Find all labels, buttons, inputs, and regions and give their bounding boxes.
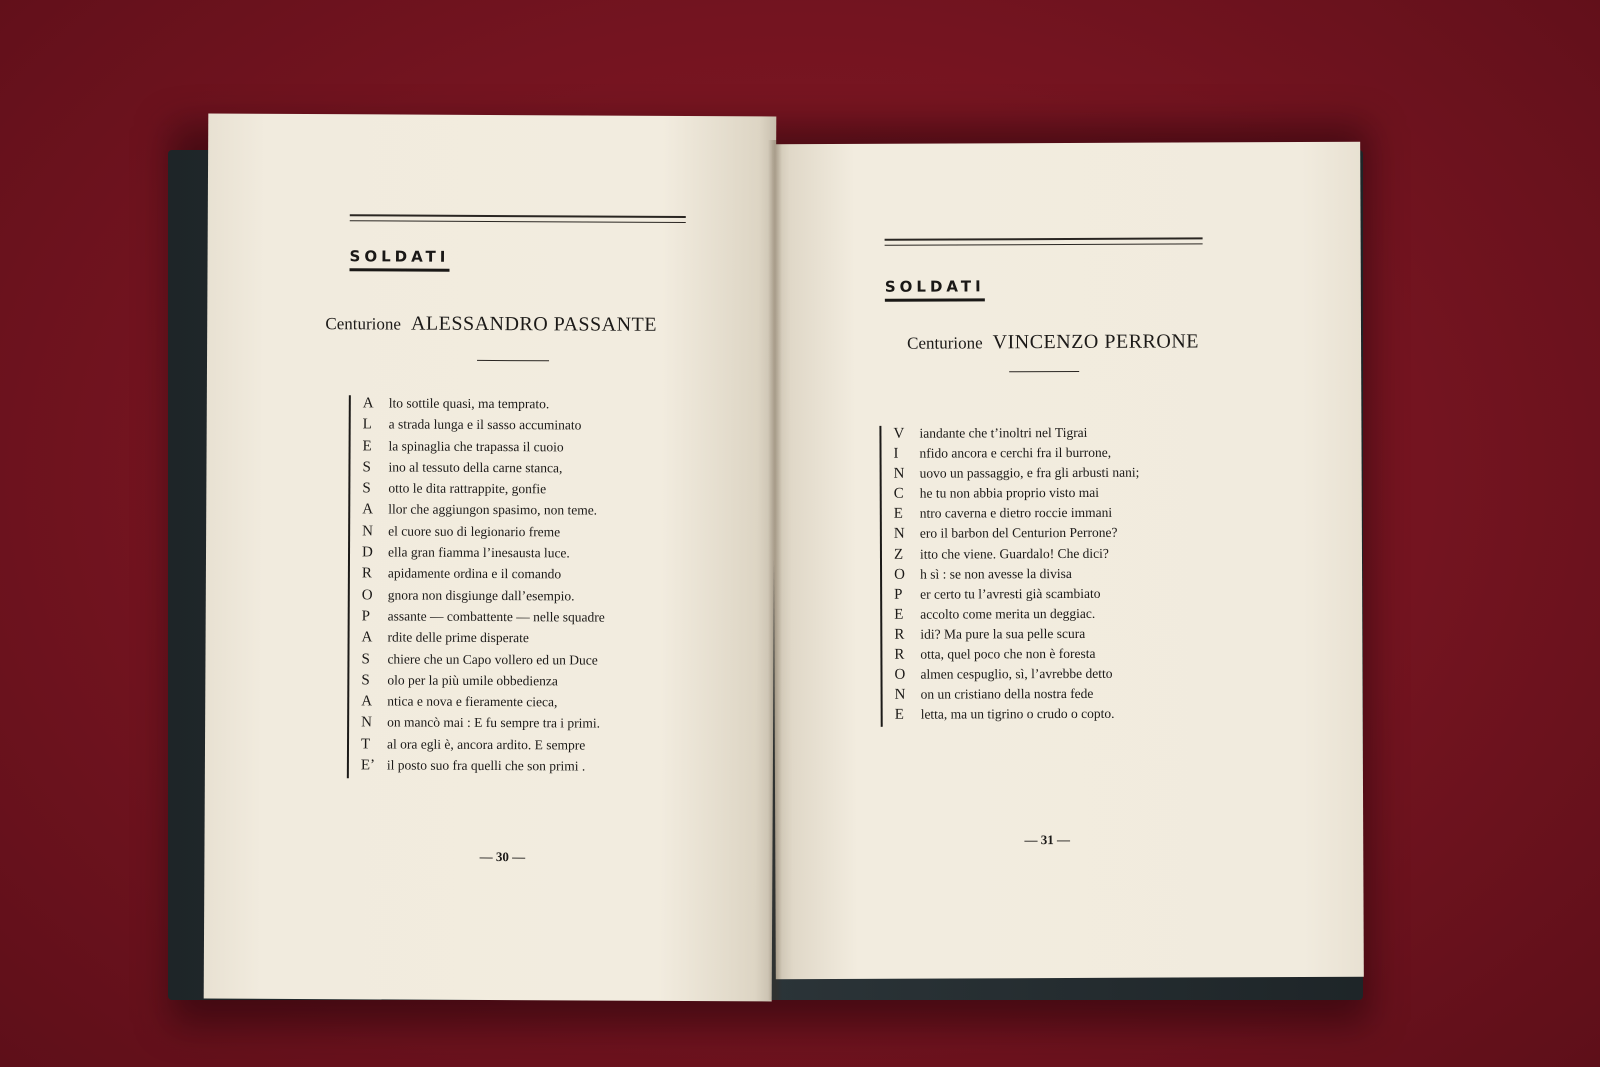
acrostic-letter: P (894, 586, 903, 603)
poem-line (362, 502, 605, 525)
poem-line (363, 438, 606, 461)
heading-divider (477, 360, 549, 361)
poem-line-text: ero il barbon del Centurion Perrone? (919, 525, 1118, 542)
poem-line (894, 545, 1140, 566)
acrostic-letter: N (893, 465, 905, 482)
acrostic-letter: N (893, 526, 905, 543)
acrostic-letter: E (894, 707, 904, 724)
acrostic-letter: N (362, 523, 374, 540)
page-number: — 30 — (479, 848, 526, 865)
poem-line (894, 565, 1140, 586)
poem-line (361, 736, 604, 759)
acrostic-letter: A (362, 395, 374, 412)
acrostic-poem (347, 395, 606, 780)
poem-line (894, 666, 1140, 687)
poem-line-text: ella gran fiamma l’inesausta luce. (387, 544, 570, 561)
poem-line-text: iandante che t’inoltri nel Tigrai (919, 424, 1088, 441)
header-rule-thick (885, 237, 1203, 240)
acrostic-letter: E (894, 606, 904, 623)
section-label: SOLDATI (349, 247, 449, 272)
poem-line (895, 686, 1141, 707)
poem-line-text: uovo un passaggio, e fra gli arbusti nani; (919, 464, 1140, 481)
acrostic-letter: S (362, 459, 371, 476)
poem-line (895, 706, 1141, 727)
acrostic-letter: I (893, 445, 899, 462)
poem-line-text: olo per la più umile obbedienza (387, 672, 558, 689)
section-label: SOLDATI (885, 277, 985, 301)
poem-heading (207, 312, 775, 338)
poem-line-text: gnora non disgiunge dall’esempio. (387, 587, 575, 604)
poem-line-text: on mancò mai : E fu sempre tra i primi. (387, 714, 601, 732)
soldier-name: ALESSANDRO PASSANTE (410, 312, 658, 336)
poem-heading (883, 330, 1223, 354)
poem-line-text: accolto come merita un deggiac. (920, 605, 1096, 622)
poem-line (361, 651, 604, 674)
soldier-name: VINCENZO PERRONE (992, 330, 1200, 354)
acrostic-letter: E’ (360, 757, 376, 774)
poem-line (362, 566, 605, 589)
acrostic-letter: Z (893, 546, 904, 563)
poem-line (362, 608, 605, 631)
acrostic-letter: O (894, 566, 905, 583)
rank: Centurione (907, 333, 983, 353)
acrostic-letter: O (894, 666, 906, 683)
poem-line-text: el cuore suo di legionario freme (388, 523, 561, 540)
acrostic-letter: N (894, 686, 906, 703)
acrostic-letter: S (361, 672, 370, 689)
poem-line (362, 459, 605, 482)
poem-line (894, 626, 1140, 647)
header-rule (350, 214, 686, 223)
poem-line (362, 630, 605, 653)
poem-line-text: al ora egli è, ancora ardito. E sempre (386, 736, 586, 753)
page-number: — 31 — (1024, 831, 1071, 848)
poem-line-text: assante — combattente — nelle squadre (387, 608, 605, 625)
poem-line (894, 525, 1140, 546)
poem-line (894, 646, 1140, 667)
poem-line (362, 544, 605, 567)
acrostic-letter: L (362, 416, 372, 433)
acrostic-letter: S (361, 650, 370, 667)
poem-line (894, 485, 1140, 506)
poem-line (893, 425, 1139, 446)
poem-line-text: llor che aggiungon spasimo, non teme. (388, 501, 598, 519)
acrostic-letter: C (893, 485, 904, 503)
right-page (772, 142, 1364, 980)
poem-line (362, 523, 605, 546)
poem-line-text: on un cristiano della nostra fede (920, 686, 1094, 702)
left-page (204, 114, 777, 1002)
poem-line-text: chiere che un Capo vollero ed un Duce (387, 651, 598, 668)
acrostic-letter: D (361, 544, 373, 561)
acrostic-letter: R (894, 626, 905, 643)
poem-line-text: nfido ancora e cerchi fra il burrone, (919, 444, 1112, 461)
heading-divider (1009, 371, 1079, 372)
acrostic-letter: P (361, 608, 371, 625)
acrostic-letter: A (361, 629, 373, 646)
poem-line-text: er certo tu l’avresti già scambiato (920, 585, 1101, 602)
header-rule (885, 237, 1203, 245)
poem-line (894, 465, 1140, 486)
poem-line (361, 693, 604, 716)
acrostic-letter: T (360, 736, 371, 753)
poem-line-text: h sì : se non avesse la divisa (920, 565, 1072, 582)
poem-line (363, 395, 606, 418)
header-rule-thin (350, 220, 686, 223)
poem-line (361, 715, 604, 738)
acrostic-letter: R (361, 565, 372, 582)
poem-line-text: itto che viene. Guardalo! Che dici? (919, 545, 1109, 562)
poem-line (361, 672, 604, 695)
poem-line-text: il posto suo fra quelli che son primi . (386, 757, 586, 774)
poem-line-text: otta, quel poco che non è foresta (920, 645, 1096, 662)
rank: Centurione (325, 314, 402, 334)
acrostic-letter: V (893, 425, 905, 442)
poem-line-text: ntica e nova e fieramente cieca, (387, 693, 558, 710)
poem-line-text: ntro caverna e dietro roccie immani (919, 505, 1113, 522)
poem-line (361, 757, 604, 780)
poem-line-text: he tu non abbia proprio visto mai (919, 485, 1099, 501)
poem-line-text: a strada lunga e il sasso accuminato (388, 416, 582, 433)
acrostic-poem (879, 425, 1140, 728)
poem-line-text: otto le dita rattrappite, gonfie (388, 480, 547, 497)
acrostic-letter: S (362, 480, 371, 497)
poem-line-text: ino al tessuto della carne stanca, (388, 459, 563, 476)
poem-line (363, 417, 606, 440)
poem-line (893, 445, 1139, 466)
acrostic-letter: A (362, 501, 374, 518)
acrostic-letter: E (362, 437, 372, 454)
header-rule-thin (885, 243, 1203, 245)
poem-line (894, 606, 1140, 627)
poem-line-text: la spinaglia che trapassa il cuoio (388, 438, 564, 454)
poem-line-text: lto sottile quasi, ma temprato. (388, 395, 550, 412)
header-rule-thick (350, 214, 686, 218)
poem-line (894, 585, 1140, 606)
poem-line-text: almen cespuglio, sì, l’avrebbe detto (920, 665, 1113, 682)
acrostic-letter: N (361, 714, 373, 731)
poem-line-text: idi? Ma pure la sua pelle scura (920, 625, 1086, 642)
poem-line-text: letta, ma un tigrino o crudo o copto. (920, 706, 1115, 722)
poem-line-text: rdite delle prime disperate (387, 629, 529, 646)
acrostic-letter: R (894, 646, 905, 663)
poem-line-text: apidamente ordina e il comando (387, 565, 562, 582)
acrostic-letter: O (361, 587, 373, 604)
poem-line (894, 505, 1140, 526)
poem-line (362, 587, 605, 610)
poem-line (362, 481, 605, 504)
acrostic-letter: A (361, 693, 373, 710)
acrostic-letter: E (893, 506, 904, 523)
book-gutter (768, 140, 782, 1000)
